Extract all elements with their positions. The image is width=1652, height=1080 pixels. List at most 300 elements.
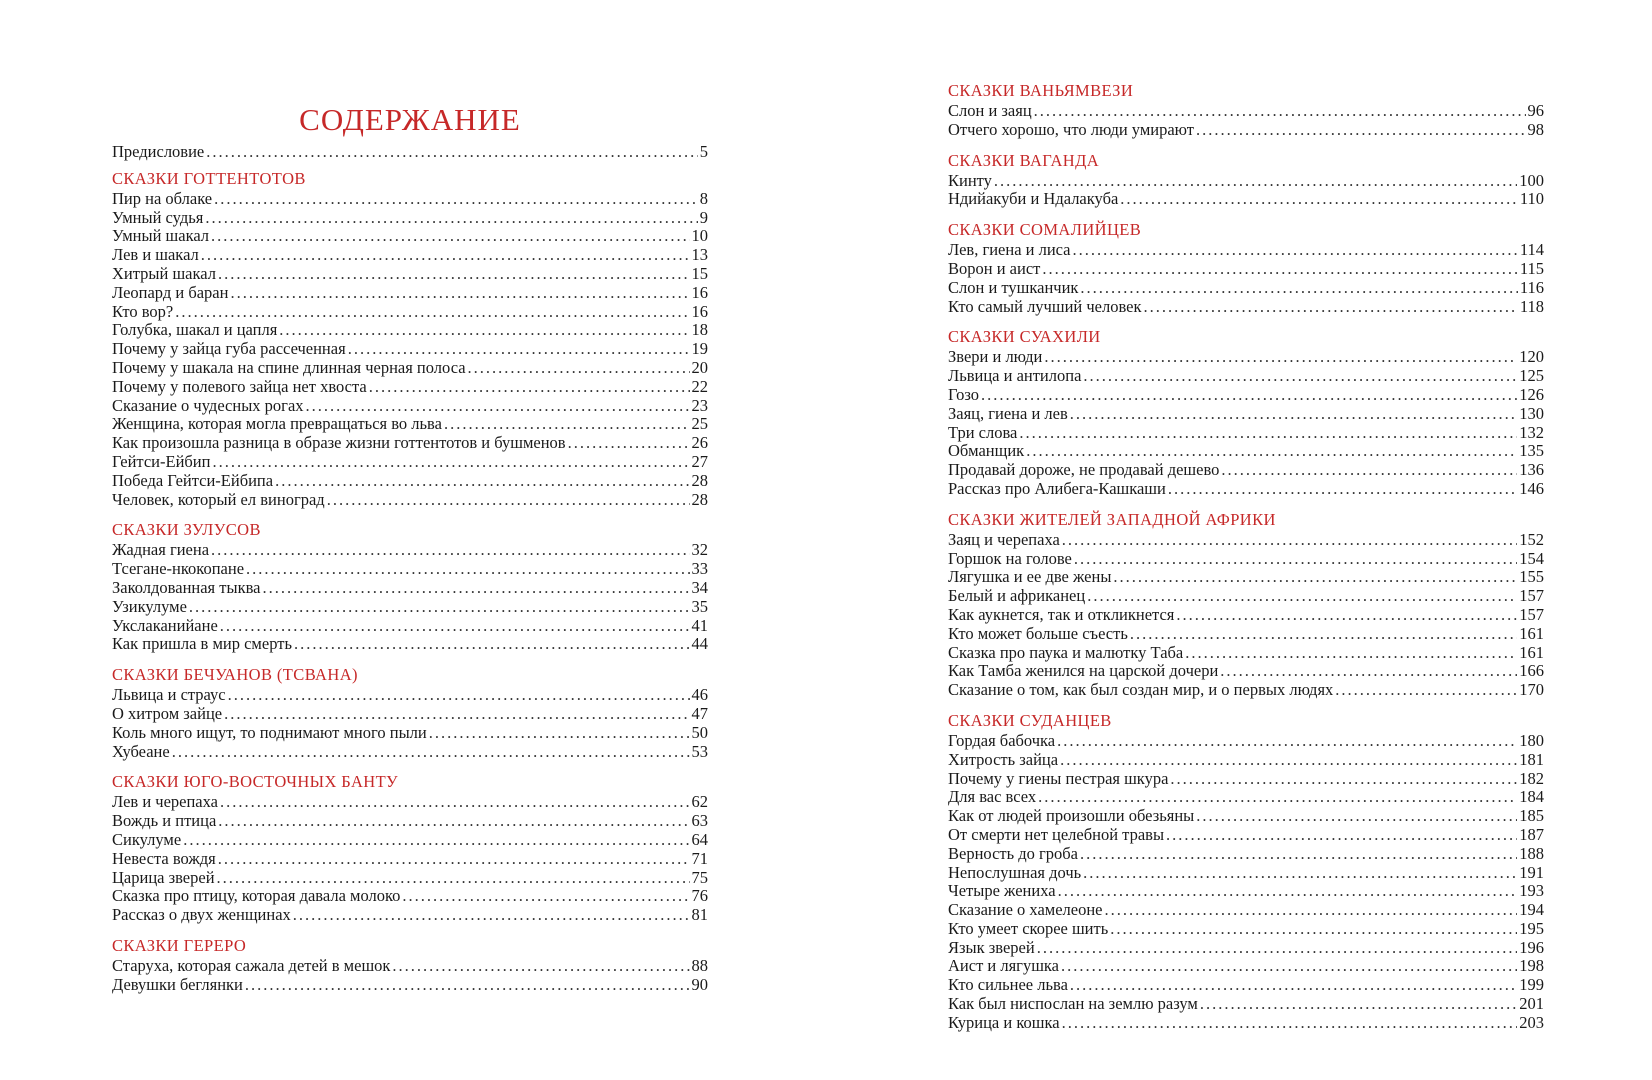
toc-entry	[112, 793, 708, 812]
entry-page: 15	[691, 263, 708, 283]
dot-leader	[172, 743, 690, 762]
entry-page: 115	[1519, 258, 1544, 278]
toc-entry	[948, 241, 1544, 260]
entry-page: 114	[1519, 240, 1544, 260]
toc-entry	[112, 434, 708, 453]
toc-section	[112, 771, 708, 925]
entry-title: Заяц и черепаха	[948, 529, 1060, 549]
dot-leader	[262, 579, 689, 598]
dot-leader	[1196, 807, 1517, 826]
entry-page: 126	[1519, 384, 1544, 404]
entry-page: 110	[1519, 189, 1544, 209]
dot-leader	[1130, 625, 1517, 644]
entry-page: 41	[691, 615, 708, 635]
dot-leader	[1196, 121, 1526, 140]
dot-leader	[402, 887, 689, 906]
entry-page: 98	[1527, 119, 1544, 139]
section-title: СКАЗКИ БЕЧУАНОВ (ТСВАНА)	[112, 665, 358, 685]
dot-leader	[568, 434, 690, 453]
entry-title: Четыре жениха	[948, 881, 1056, 901]
dot-leader	[1060, 751, 1517, 770]
dot-leader	[1074, 550, 1517, 569]
dot-leader	[1221, 461, 1517, 480]
toc-entry	[948, 102, 1544, 121]
entry-title: Львица и антилопа	[948, 366, 1082, 386]
entry-page: 157	[1519, 604, 1544, 624]
entry-page: 118	[1519, 296, 1544, 316]
toc-entry	[112, 541, 708, 560]
toc-entry	[948, 882, 1544, 901]
dot-leader	[212, 453, 689, 472]
dot-leader	[1166, 826, 1517, 845]
left-sections	[112, 168, 708, 995]
entry-title: Лев и шакал	[112, 245, 199, 265]
entry-page: 9	[699, 207, 708, 227]
toc-entry	[948, 568, 1544, 587]
entry-page: 152	[1519, 529, 1544, 549]
entry-title: Обманщик	[948, 441, 1025, 461]
entry-title: Ворон и аист	[948, 258, 1041, 278]
entry-title: Хитрость зайца	[948, 749, 1059, 769]
toc-entry	[112, 415, 708, 434]
entry-title: Умный шакал	[112, 226, 210, 246]
entry-page: 22	[691, 376, 708, 396]
entry-page: 25	[691, 414, 708, 434]
entry-title: Как Тамба женился на царской дочери	[948, 661, 1219, 681]
toc-entry	[112, 397, 708, 416]
dot-leader	[245, 976, 690, 995]
dot-leader	[218, 812, 689, 831]
entry-page: 18	[691, 320, 708, 340]
entry-title: Гейтси-Ейбип	[112, 451, 211, 471]
entry-title: Царица зверей	[112, 867, 215, 887]
toc-entry	[948, 939, 1544, 958]
dot-leader	[201, 246, 690, 265]
entry-page: 181	[1519, 749, 1544, 769]
entry-page: 10	[691, 226, 708, 246]
entry-page: 182	[1519, 768, 1544, 788]
entry-title: От смерти нет целебной травы	[948, 824, 1165, 844]
toc-entry	[948, 386, 1544, 405]
dot-leader	[217, 869, 690, 888]
entry-title: Старуха, которая сажала детей в мешок	[112, 955, 391, 975]
toc-entry	[112, 686, 708, 705]
dot-leader	[994, 172, 1517, 191]
entry-page: 146	[1519, 478, 1544, 498]
toc-section	[948, 80, 1544, 140]
section-title: СКАЗКИ ЮГО-ВОСТОЧНЫХ БАНТУ	[112, 772, 399, 792]
entry-title: Голубка, шакал и цапля	[112, 320, 278, 340]
entry-title: Ндийакуби и Ндалакуба	[948, 189, 1119, 209]
toc-entry	[112, 850, 708, 869]
entry-title: Сказка про паука и малютку Таба	[948, 642, 1184, 662]
toc-entry	[948, 901, 1544, 920]
entry-page: 196	[1519, 937, 1544, 957]
toc-entry	[112, 705, 708, 724]
entry-title: Почему у гиены пестрая шкура	[948, 768, 1169, 788]
entry-page: 100	[1519, 170, 1544, 190]
entry-page: 199	[1519, 975, 1544, 995]
toc-entry	[112, 265, 708, 284]
entry-title: Женщина, которая могла превращаться во льва	[112, 414, 442, 434]
entry-page: 155	[1519, 567, 1544, 587]
entry-title: Девушки беглянки	[112, 974, 243, 994]
toc-entry	[112, 887, 708, 906]
entry-title: Сказание о хамелеоне	[948, 900, 1103, 920]
entry-title: Продавай дороже, не продавай дешево	[948, 460, 1220, 480]
right-sections	[948, 80, 1544, 1033]
toc-entry	[948, 920, 1544, 939]
entry-title: Аист и лягушка	[948, 956, 1059, 976]
entry-page: 27	[691, 451, 708, 471]
toc-entry	[112, 635, 708, 654]
entry-page: 136	[1519, 460, 1544, 480]
toc-entry	[948, 121, 1544, 140]
toc-entry	[112, 359, 708, 378]
toc-entry	[948, 788, 1544, 807]
entry-page: 46	[691, 685, 708, 705]
toc-section	[948, 219, 1544, 316]
dot-leader	[429, 724, 690, 743]
entry-title: Коль много ищут, то поднимают много пыли	[112, 722, 427, 742]
toc-entry	[948, 770, 1544, 789]
entry-title: Узикулуме	[112, 596, 187, 616]
toc-entry	[948, 625, 1544, 644]
entry-title: Лягушка и ее две жены	[948, 567, 1112, 587]
dot-leader	[981, 386, 1517, 405]
toc-entry	[112, 869, 708, 888]
toc-entry	[112, 831, 708, 850]
entry-page: 44	[691, 634, 708, 654]
toc-entry	[112, 472, 708, 491]
toc-section	[112, 168, 708, 510]
entry-title: Верность до гроба	[948, 843, 1079, 863]
dot-leader	[1113, 568, 1517, 587]
dot-leader	[1168, 480, 1517, 499]
dot-leader	[1120, 190, 1518, 209]
dot-leader	[220, 617, 690, 636]
dot-leader	[294, 635, 690, 654]
entry-page: 203	[1519, 1012, 1544, 1032]
toc-entry	[948, 531, 1544, 550]
entry-page: 195	[1519, 918, 1544, 938]
entry-title: Как аукнется, так и откликнется	[948, 604, 1175, 624]
entry-page: 16	[691, 282, 708, 302]
toc-entry	[112, 284, 708, 303]
dot-leader	[1200, 995, 1517, 1014]
entry-page: 13	[691, 245, 708, 265]
entry-title: Как от людей произошли обезьяны	[948, 806, 1195, 826]
section-title: СКАЗКИ ГОТТЕНТОТОВ	[112, 168, 306, 188]
entry-page: 96	[1527, 101, 1544, 120]
entry-title: Хитрый шакал	[112, 263, 216, 283]
entry-page: 33	[691, 559, 708, 579]
entry-page: 135	[1519, 441, 1544, 461]
toc-entry	[948, 995, 1544, 1014]
entry-page: 161	[1519, 623, 1544, 643]
entry-title: Для вас всех	[948, 787, 1037, 807]
entry-page: 180	[1519, 730, 1544, 750]
toc-entry	[112, 957, 708, 976]
entry-title: Непослушная дочь	[948, 862, 1082, 882]
toc-entry	[112, 378, 708, 397]
entry-title: О хитром зайце	[112, 703, 223, 723]
toc-entry	[948, 172, 1544, 191]
toc-section	[948, 150, 1544, 210]
entry-page: 198	[1519, 956, 1544, 976]
toc-entry	[112, 321, 708, 340]
entry-title: Рассказ про Алибега-Кашкаши	[948, 478, 1166, 498]
entry-page: 194	[1519, 900, 1544, 920]
toc-entry	[948, 480, 1544, 499]
toc-entry	[948, 550, 1544, 569]
toc-entry	[112, 724, 708, 743]
toc-entry	[948, 405, 1544, 424]
entry-title: Как пришла в мир смерть	[112, 634, 292, 654]
entry-page: 185	[1519, 806, 1544, 826]
section-title: СКАЗКИ СУДАНЦЕВ	[948, 710, 1112, 730]
entry-page: 16	[691, 301, 708, 321]
dot-leader	[1110, 920, 1517, 939]
entry-title: Лев и черепаха	[112, 792, 218, 812]
toc-entry	[112, 209, 708, 228]
toc-entry	[948, 587, 1544, 606]
dot-leader	[392, 957, 689, 976]
section-title: СКАЗКИ ВАГАНДА	[948, 150, 1100, 170]
dot-leader	[1080, 279, 1517, 298]
dot-leader	[224, 705, 689, 724]
entry-title: Кто может больше съесть	[948, 623, 1128, 643]
dot-leader	[1019, 424, 1517, 443]
entry-title: Сказание о том, как был создан мир, и о первых людях	[948, 680, 1334, 700]
entry-page: 161	[1519, 642, 1544, 662]
dot-leader	[205, 209, 697, 228]
dot-leader	[1038, 788, 1517, 807]
entry-title: Слон и заяц	[948, 101, 1032, 120]
section-title: СКАЗКИ СУАХИЛИ	[948, 327, 1101, 347]
entry-title: Победа Гейтси-Ейбипа	[112, 470, 274, 490]
entry-title: Умный судья	[112, 207, 204, 227]
entry-title: Кто самый лучший человек	[948, 296, 1142, 316]
toc-entry	[112, 617, 708, 636]
dot-leader	[1070, 405, 1517, 424]
dot-leader	[1080, 845, 1517, 864]
entry-title: Как произошла разница в образе жизни готтентотов и бушменов	[112, 433, 566, 453]
dot-leader	[369, 378, 690, 397]
section-title: СКАЗКИ ГЕРЕРО	[112, 935, 247, 955]
toc-entry	[948, 644, 1544, 663]
contents-title: СОДЕРЖАНИЕ	[299, 102, 521, 137]
entry-page: 20	[691, 357, 708, 377]
entry-page: 26	[691, 433, 708, 453]
toc-entry	[948, 190, 1544, 209]
toc-entry	[948, 279, 1544, 298]
toc-entry	[112, 491, 708, 510]
toc-entry	[112, 743, 708, 762]
toc-entry	[112, 303, 708, 322]
entry-title: Кто умеет скорее шить	[948, 918, 1109, 938]
dot-leader	[218, 850, 690, 869]
toc-entry	[948, 461, 1544, 480]
entry-title: Заяц, гиена и лев	[948, 403, 1068, 423]
entry-page: 34	[691, 577, 708, 597]
toc-section	[112, 935, 708, 995]
entry-title: Укслаканийане	[112, 615, 218, 635]
entry-page: 88	[691, 955, 708, 975]
toc-entry	[948, 298, 1544, 317]
entry-page: 76	[691, 886, 708, 906]
entry-page: 50	[691, 722, 708, 742]
entry-title: Горшок на голове	[948, 548, 1072, 568]
toc-entry	[948, 424, 1544, 443]
dot-leader	[211, 227, 689, 246]
entry-title: Кто сильнее льва	[948, 975, 1068, 995]
entry-title: Гозо	[948, 384, 980, 404]
entry-title: Заколдованная тыква	[112, 577, 261, 597]
dot-leader	[214, 190, 698, 209]
dot-leader	[468, 359, 690, 378]
entry-title: Кинту	[948, 170, 992, 190]
entry-title: Лев, гиена и лиса	[948, 240, 1071, 260]
dot-leader	[1037, 939, 1518, 958]
dot-leader	[189, 598, 690, 617]
toc-entry	[948, 681, 1544, 700]
dot-leader	[1057, 732, 1517, 751]
toc-entry	[948, 260, 1544, 279]
entry-page: 184	[1519, 787, 1544, 807]
dot-leader	[1073, 241, 1518, 260]
toc-entry	[948, 976, 1544, 995]
dot-leader	[279, 321, 689, 340]
section-title: СКАЗКИ СОМАЛИЙЦЕВ	[948, 220, 1142, 240]
toc-entry	[948, 662, 1544, 681]
entry-title: Человек, который ел виноград	[112, 489, 325, 509]
entry-page: 75	[691, 867, 708, 887]
dot-leader	[327, 491, 690, 510]
entry-page: 130	[1519, 403, 1544, 423]
entry-page: 32	[691, 540, 708, 560]
dot-leader	[1042, 260, 1518, 279]
entry-page: 81	[691, 905, 708, 925]
entry-page: 191	[1519, 862, 1544, 882]
toc-entry	[112, 812, 708, 831]
dot-leader	[444, 415, 690, 434]
entry-title: Белый и африканец	[948, 586, 1086, 606]
entry-page: 63	[691, 811, 708, 831]
dot-leader	[1220, 662, 1517, 681]
entry-page: 53	[691, 741, 708, 761]
dot-leader	[1144, 298, 1518, 317]
entry-title: Пир на облаке	[112, 188, 213, 208]
entry-page: 28	[691, 489, 708, 509]
entry-title: Почему у шакала на спине длинная черная полоса	[112, 357, 466, 377]
entry-title: Три слова	[948, 422, 1018, 442]
entry-title: Предисловие	[112, 142, 205, 161]
entry-title: Жадная гиена	[112, 540, 210, 560]
toc-entry	[112, 906, 708, 925]
entry-title: Тсегане-нкокопане	[112, 559, 245, 579]
entry-page: 166	[1519, 661, 1544, 681]
toc-entry	[948, 957, 1544, 976]
dot-leader	[230, 284, 689, 303]
entry-title: Курица и кошка	[948, 1012, 1060, 1032]
toc-entry	[112, 560, 708, 579]
entry-page: 188	[1519, 843, 1544, 863]
entry-title: Львица и страус	[112, 685, 226, 705]
toc-entry	[112, 976, 708, 995]
toc-entry	[948, 367, 1544, 386]
entry-page: 90	[691, 974, 708, 994]
right-page	[948, 80, 1544, 1033]
dot-leader	[1176, 606, 1517, 625]
entry-page: 125	[1519, 366, 1544, 386]
toc-entry	[112, 453, 708, 472]
entry-title: Рассказ о двух женщинах	[112, 905, 291, 925]
entry-title: Язык зверей	[948, 937, 1035, 957]
dot-leader	[175, 303, 689, 322]
toc-section	[948, 509, 1544, 700]
entry-page: 157	[1519, 586, 1544, 606]
entry-title: Леопард и баран	[112, 282, 229, 302]
entry-page: 62	[691, 792, 708, 812]
entry-page: 170	[1519, 680, 1544, 700]
toc-entry	[112, 598, 708, 617]
entry-title: Слон и тушканчик	[948, 277, 1079, 297]
entry-title: Хубеане	[112, 741, 170, 761]
dot-leader	[206, 143, 698, 162]
entry-page: 187	[1519, 824, 1544, 844]
dot-leader	[1062, 531, 1517, 550]
toc-entry	[112, 579, 708, 598]
entry-page: 201	[1519, 994, 1544, 1014]
entry-page: 71	[691, 848, 708, 868]
toc-entry	[948, 606, 1544, 625]
entry-page: 154	[1519, 548, 1544, 568]
dot-leader	[1061, 957, 1517, 976]
section-title: СКАЗКИ ВАНЬЯМВЕЗИ	[948, 81, 1134, 100]
entry-page: 132	[1519, 422, 1544, 442]
toc-section	[948, 326, 1544, 498]
toc-entry	[948, 442, 1544, 461]
toc-entry	[948, 807, 1544, 826]
dot-leader	[1062, 1014, 1518, 1033]
section-title: СКАЗКИ ЖИТЕЛЕЙ ЗАПАДНОЙ АФРИКИ	[948, 509, 1276, 529]
dot-leader	[183, 831, 689, 850]
entry-title: Сказка про птицу, которая давала молоко	[112, 886, 401, 906]
toc-entry	[112, 340, 708, 359]
entry-title: Сказание о чудесных рогах	[112, 395, 304, 415]
dot-leader	[1105, 901, 1518, 920]
toc-entry	[948, 845, 1544, 864]
toc-entry	[948, 864, 1544, 883]
dot-leader	[1070, 976, 1517, 995]
toc-entry	[948, 348, 1544, 367]
dot-leader	[1170, 770, 1517, 789]
dot-leader	[1044, 348, 1517, 367]
entry-title: Отчего хорошо, что люди умирают	[948, 119, 1194, 139]
section-title: СКАЗКИ ЗУЛУСОВ	[112, 520, 261, 540]
entry-title: Почему у зайца губа рассеченная	[112, 339, 346, 359]
dot-leader	[1026, 442, 1517, 461]
dot-leader	[228, 686, 690, 705]
entry-title: Невеста вождя	[112, 848, 216, 868]
dot-leader	[211, 541, 689, 560]
dot-leader	[1087, 587, 1517, 606]
toc-entry	[112, 246, 708, 265]
toc-entry	[112, 227, 708, 246]
entry-page: 23	[691, 395, 708, 415]
toc-entry	[948, 826, 1544, 845]
